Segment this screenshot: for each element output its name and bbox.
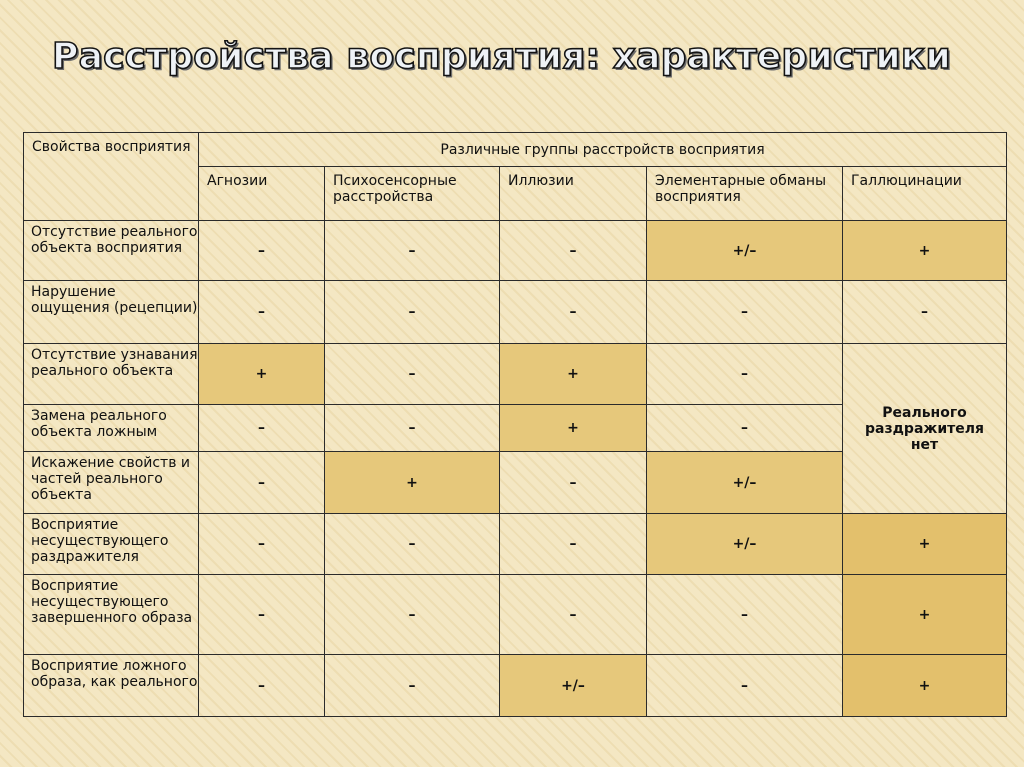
row-label: Восприятие ложного образа, как реального [24, 655, 199, 717]
table-row [24, 281, 1007, 344]
table-cell: – [500, 221, 647, 281]
table-cell: – [325, 655, 500, 717]
table-cell: + [500, 405, 647, 452]
table-cell: + [325, 452, 500, 514]
table-cell: – [325, 344, 500, 405]
table-cell: – [199, 405, 325, 452]
table-cell: – [500, 281, 647, 344]
table-cell: + [843, 221, 1007, 281]
row-label: Восприятие несуществующего завершенного образа [24, 575, 199, 655]
table-cell: – [500, 452, 647, 514]
table-cell: – [647, 575, 843, 655]
table-cell: +/– [647, 221, 843, 281]
table-cell: + [843, 575, 1007, 655]
table-row [24, 655, 1007, 717]
merged-note-line: Реального [882, 404, 967, 421]
row-label: Отсутствие реального объекта восприятия [24, 221, 199, 281]
row-label: Отсутствие узнавания реального объекта [24, 344, 199, 405]
row-label: Нарушение ощущения (рецепции) [24, 281, 199, 344]
table-cell: + [500, 344, 647, 405]
table-cell: – [500, 575, 647, 655]
table-row [24, 514, 1007, 575]
table-cell: – [199, 514, 325, 575]
row-label: Искажение свойств и частей реального объекта [24, 452, 199, 514]
table-cell: – [199, 575, 325, 655]
table-cell: – [500, 514, 647, 575]
table-header-row [24, 133, 1007, 167]
table-cell: – [647, 281, 843, 344]
merged-note-line: нет [910, 436, 939, 453]
table-cell: – [843, 281, 1007, 344]
table-cell: +/– [500, 655, 647, 717]
table-cell: + [843, 514, 1007, 575]
table-cell: – [647, 405, 843, 452]
column-header: Агнозии [199, 167, 325, 221]
table-cell: + [843, 655, 1007, 717]
table-cell: – [325, 514, 500, 575]
characteristics-table [23, 132, 1007, 717]
table-cell: – [325, 221, 500, 281]
column-header: Психосенсорные расстройства [325, 167, 500, 221]
group-header: Различные группы расстройств восприятия [199, 133, 1007, 167]
table-row [24, 221, 1007, 281]
merged-note-line: раздражителя [865, 420, 984, 437]
table-cell: – [325, 405, 500, 452]
column-header: Галлюцинации [843, 167, 1007, 221]
table-cell: – [199, 452, 325, 514]
table-cell: – [647, 655, 843, 717]
table-row [24, 344, 1007, 405]
row-label: Замена реального объекта ложным [24, 405, 199, 452]
column-header: Иллюзии [500, 167, 647, 221]
table-cell: +/– [647, 452, 843, 514]
table-cell: – [199, 655, 325, 717]
corner-header: Свойства восприятия [24, 133, 199, 221]
table-cell: – [647, 344, 843, 405]
table-cell: – [199, 281, 325, 344]
merged-note-cell [843, 344, 1007, 514]
table-cell: +/– [647, 514, 843, 575]
table-cell: – [325, 575, 500, 655]
slide-title: Расстройства восприятия: характеристики [52, 36, 951, 77]
table-cell: – [325, 281, 500, 344]
table-cell: + [199, 344, 325, 405]
table-cell: – [199, 221, 325, 281]
column-header: Элементарные обманы восприятия [647, 167, 843, 221]
table-row [24, 575, 1007, 655]
row-label: Восприятие несуществующего раздражителя [24, 514, 199, 575]
